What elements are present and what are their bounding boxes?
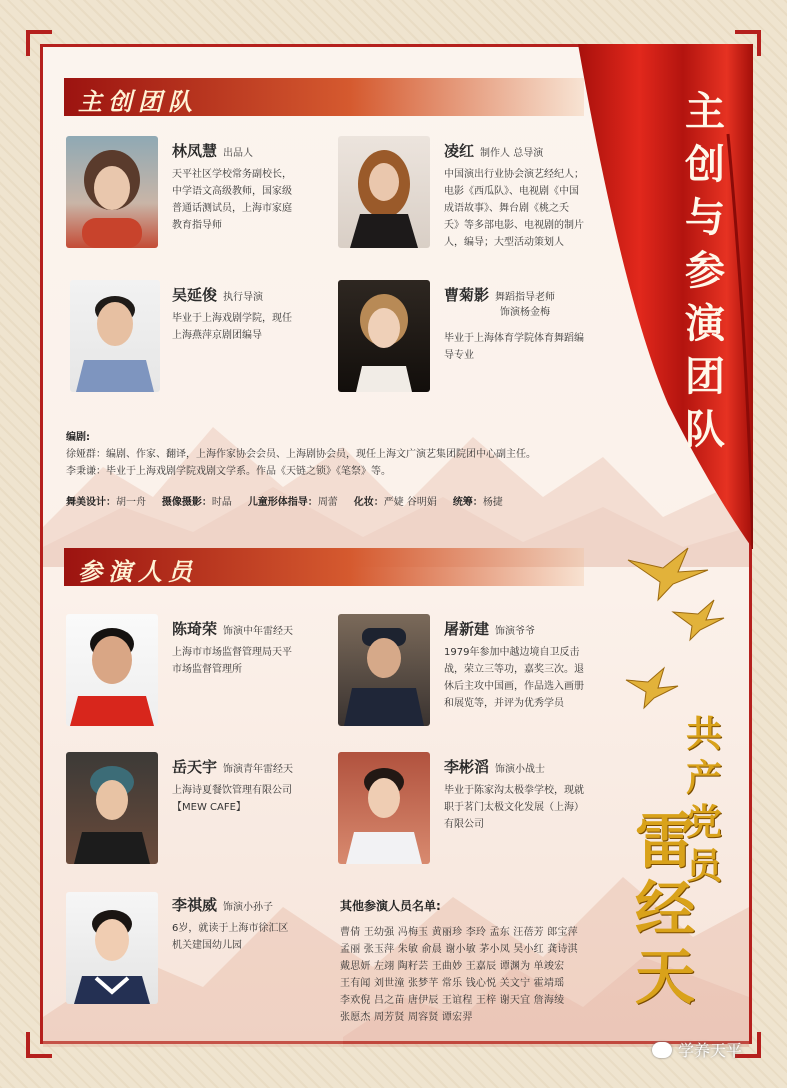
cast-banner — [64, 548, 584, 586]
member-name: 岳天宇 饰演青年雷经天 — [172, 758, 294, 776]
cast-banner-text: 参演人员 — [78, 557, 198, 586]
portrait-tu-xinjian — [338, 614, 430, 726]
member-name: 李彬滔 饰演小战士 — [444, 758, 546, 776]
member-name: 吴延俊 执行导演 — [172, 286, 264, 304]
other-cast-row: 曹倩 王幼强 冯梅玉 黄丽珍 李玲 孟东 汪蓓芳 郎宝萍 — [340, 927, 578, 938]
vertical-title-char: 主 — [685, 88, 725, 135]
member-role-extra: 饰演杨金梅 — [500, 307, 550, 318]
other-cast-row: 李欢倪 吕之苗 唐伊辰 王谊程 王梓 谢天宜 詹海绫 — [340, 995, 565, 1006]
writers-label: 编剧: — [66, 432, 90, 443]
member-desc: 毕业于陈家沟太极拳学校，现就 职于茗门太极文化发展（上海） 有限公司 — [444, 785, 584, 830]
vertical-title — [675, 85, 735, 456]
member-desc: 中国演出行业协会演艺经纪人； 电影《西瓜队》、电视剧《中国 成语故事》、舞台剧《桃之夭 夭》等多部电影、电视剧的制片 人，编导；大型活动策划人 — [444, 169, 584, 248]
member-desc: 毕业于上海戏剧学院，现任 上海燕萍京剧团编导 — [172, 313, 292, 341]
team-banner — [64, 78, 584, 116]
doves-icon — [618, 540, 728, 710]
portrait-yue-tianyu — [66, 752, 158, 864]
member-desc: 6岁，就读于上海市徐汇区 机关建国幼儿园 — [172, 923, 289, 951]
team-banner-text: 主创团队 — [78, 87, 198, 116]
member-name: 李祺威 饰演小孙子 — [172, 896, 274, 914]
writer-line: 徐娅群：编剧、作家、翻译，上海作家协会会员、上海剧协会员，现任上海文广演艺集团院团中心副主任。 — [66, 449, 536, 460]
frame-corner-tl — [26, 30, 52, 56]
member-desc: 1979年参加中越边境自卫反击 战，荣立三等功，嘉奖三次。退 休后主攻中国画，作品选入画册 和展览等，并评为优秀学员 — [444, 647, 584, 709]
member-name: 林凤慧 出品人 — [172, 142, 254, 160]
wechat-icon — [652, 1042, 672, 1058]
other-cast-row: 孟丽 张玉萍 朱敏 俞晨 谢小敏 茅小凤 吴小红 龚诗淇 — [340, 944, 578, 955]
member-desc: 上海诗夏餐饮管理有限公司 【MEW CAFE】 — [172, 785, 292, 813]
portrait-li-bintao — [338, 752, 430, 864]
watermark: 学养天平 — [652, 1038, 742, 1061]
other-cast-row: 张愿杰 周芳贤 周容贤 谭宏羿 — [340, 1012, 473, 1023]
vertical-title-char: 参 — [685, 247, 725, 294]
vertical-title-char: 团 — [685, 353, 725, 400]
party-member-text: 共 产 党 员 — [685, 713, 722, 887]
member-desc: 上海市市场监督管理局天平 市场监督管理所 — [172, 647, 292, 675]
portrait-cao-juying — [338, 280, 430, 392]
crew-line: 舞美设计：胡一舟 摄像摄影：时晶 儿童形体指导：周蕾 化妆：严婕 谷明娟 统筹：杨捷 — [66, 497, 503, 508]
vertical-title-char: 创 — [685, 141, 725, 188]
vertical-title-char: 队 — [685, 406, 725, 453]
portrait-chen-qirong — [66, 614, 158, 726]
vertical-title-char: 与 — [685, 194, 725, 241]
other-cast-row: 戴思妍 左翊 陶籽芸 王曲妙 王嘉辰 谭渊为 单竣宏 — [340, 961, 565, 972]
portrait-wu-yanjun — [70, 280, 160, 392]
other-cast-title: 其他参演人员名单: — [340, 899, 441, 913]
other-cast-row: 王有闻 刘世潼 张梦芊 常乐 钱心悦 关文宁 霍靖瑶 — [340, 978, 565, 989]
writer-line: 李秉谦：毕业于上海戏剧学院戏剧文学系。作品《天链之锁》《笔祭》等。 — [66, 466, 391, 477]
portrait-li-qiwei — [66, 892, 158, 1004]
member-desc: 毕业于上海体育学院体育舞蹈编 导专业 — [444, 333, 584, 361]
frame-corner-bl — [26, 1032, 52, 1058]
member-name: 曹菊影 舞蹈指导老师 — [444, 286, 556, 304]
member-name: 陈琦荣 饰演中年雷经天 — [172, 620, 294, 638]
member-desc: 天平社区学校常务副校长， 中学语文高级教师，国家级 普通话测试员，上海市家庭 教育指导师 — [172, 169, 292, 231]
portrait-lin-fenghui — [66, 136, 158, 248]
vertical-title-char: 演 — [685, 300, 725, 347]
member-name: 屠新建 饰演爷爷 — [444, 620, 536, 638]
portrait-ling-hong — [338, 136, 430, 248]
hero-name-text: 雷 经 天 — [635, 807, 695, 1013]
member-name: 凌红 制作人 总导演 — [444, 142, 544, 160]
